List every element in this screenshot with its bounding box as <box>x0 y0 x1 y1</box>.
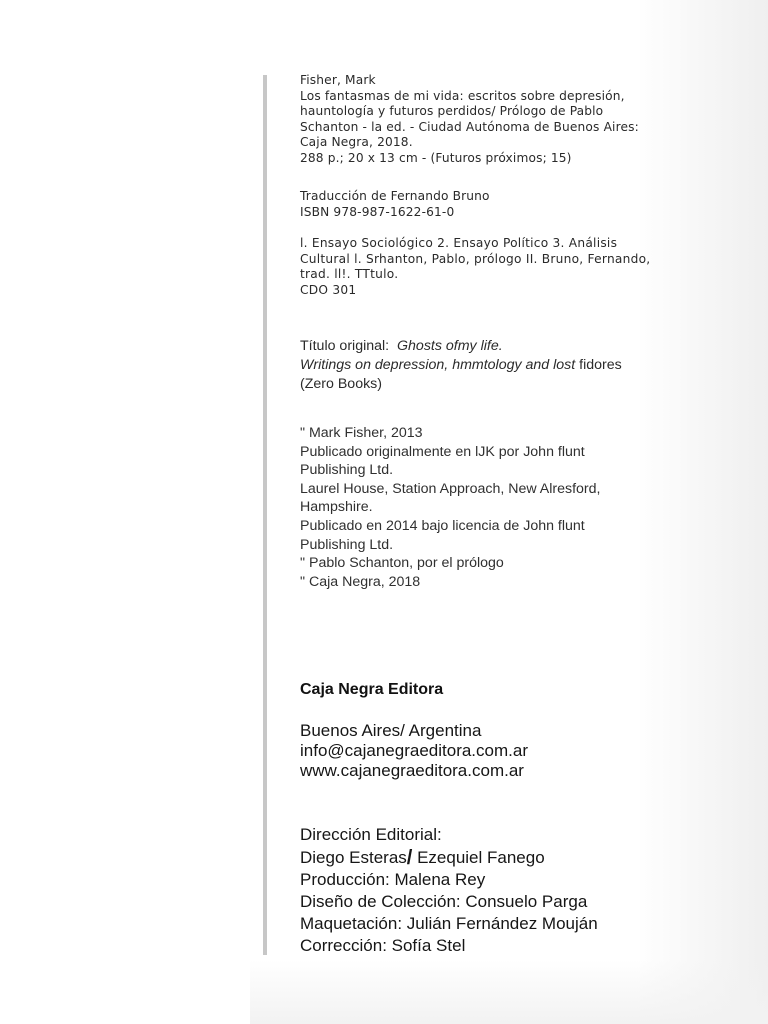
original-title-part3: fidores <box>579 357 622 373</box>
rights-line: " Caja Negra, 2018 <box>300 573 421 590</box>
subject-line: Cultural l. Srhanton, Pablo, prólogo II. Bruno, Fernando, <box>300 251 651 266</box>
cip-line: hauntología y futuros perdidos/ Prólogo de Pablo <box>300 104 604 119</box>
rights-line: Hampshire. <box>300 499 373 516</box>
rights-line: Laurel House, Station Approach, New Alresford, <box>300 480 601 497</box>
original-publisher: (Zero Books) <box>300 376 382 392</box>
editor-name: Diego Esteras <box>300 848 407 867</box>
cataloging-record <box>300 73 639 167</box>
original-title-part1: Ghosts ofmy life. <box>397 338 503 354</box>
publisher-name: Caja Negra Editora <box>300 681 444 698</box>
editorial-credits <box>300 824 598 957</box>
rights-line: Publicado en 2014 bajo licencia de John flunt <box>300 517 585 534</box>
slash-separator: / <box>406 847 413 869</box>
original-title-part2: Writings on depression, hmmtology and lost <box>300 357 576 373</box>
rights-line: " Mark Fisher, 2013 <box>300 425 423 441</box>
translation-isbn <box>300 189 490 220</box>
cip-line: Fisher, Mark <box>300 73 376 87</box>
original-title-label: Título original: <box>300 338 390 354</box>
cdd-number: CDO 301 <box>300 282 357 297</box>
editorial-directors <box>300 846 598 869</box>
page-edge-shadow <box>640 0 768 1024</box>
design-credit: Diseño de Colección: Consuelo Parga <box>300 892 588 911</box>
proofreading-credit: Corrección: Sofía Stel <box>300 936 466 955</box>
rights-line: Publishing Ltd. <box>300 536 394 553</box>
translation-credit: Traducción de Fernando Bruno <box>300 189 490 203</box>
publisher-contact <box>300 721 528 781</box>
editorial-direction-label: Dirección Editorial: <box>300 825 442 844</box>
publisher-city: Buenos Aires/ Argentina <box>300 721 482 740</box>
subject-line: trad. ll!. TTtulo. <box>300 267 399 282</box>
production-credit: Producción: Malena Rey <box>300 870 486 889</box>
editor-name: Ezequiel Fanego <box>417 848 545 867</box>
rights-line: " Pablo Schanton, por el prólogo <box>300 555 504 572</box>
isbn: ISBN 978-987-1622-61-0 <box>300 204 455 219</box>
publisher-website: www.cajanegraeditora.com.ar <box>300 761 524 780</box>
subject-headings <box>300 236 650 298</box>
original-title-block <box>300 337 622 394</box>
cip-line: 288 p.; 20 x 13 cm - (Futuros próximos; 15) <box>300 150 572 165</box>
publisher-email: info@cajanegraeditora.com.ar <box>300 741 528 760</box>
copyright-notice <box>300 424 600 591</box>
cip-line: Schanton - la ed. - Ciudad Autónoma de Buenos Aires: <box>300 119 639 134</box>
rights-line: Publishing Ltd. <box>300 462 394 479</box>
rights-line: Publicado originalmente en lJK por John flunt <box>300 443 585 460</box>
page-bottom-shadow <box>250 960 768 1024</box>
cip-line: Los fantasmas de mi vida: escritos sobre depresión, <box>300 88 625 103</box>
cip-line: Caja Negra, 2018. <box>300 135 413 150</box>
layout-credit: Maquetación: Julián Fernández Mouján <box>300 914 598 933</box>
subject-line: l. Ensayo Sociológico 2. Ensayo Político 3. Análisis <box>300 236 618 250</box>
margin-rule <box>263 75 267 955</box>
